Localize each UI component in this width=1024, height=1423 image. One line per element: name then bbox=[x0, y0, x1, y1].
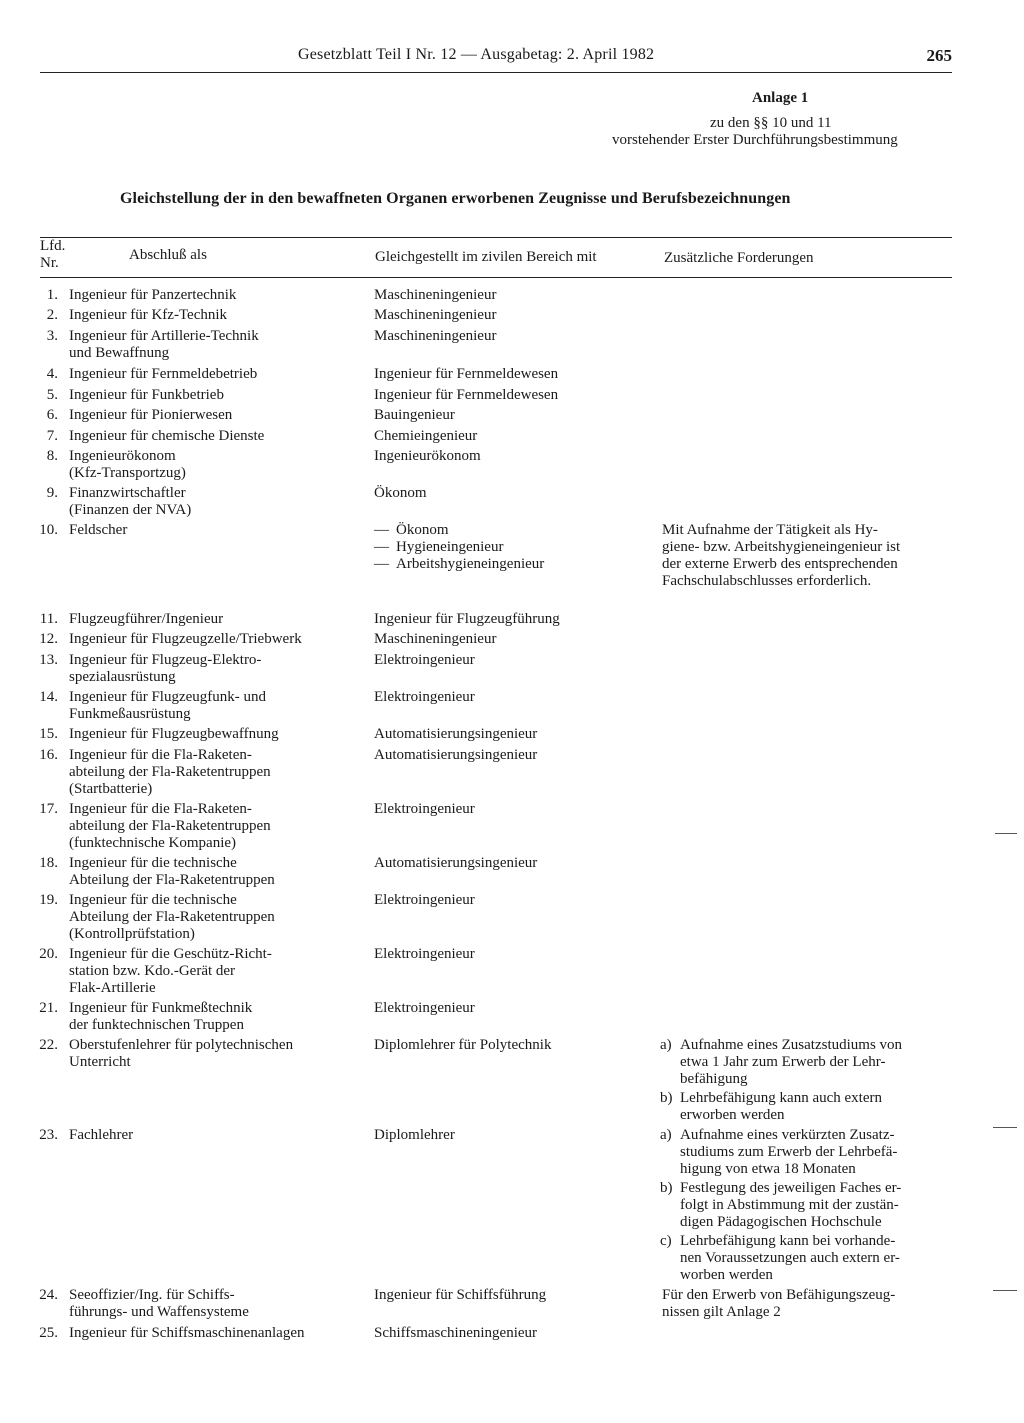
row-number: 3. bbox=[46, 328, 58, 344]
zusatz-item bbox=[660, 1233, 950, 1284]
zusatz-item-label: c) bbox=[660, 1233, 672, 1249]
zusatz-line: digen Pädagogischen Hochschule bbox=[680, 1214, 882, 1230]
page-header bbox=[40, 46, 952, 73]
abschluss-line: Ingenieur für die Fla-Raketen- bbox=[69, 747, 252, 763]
gleichgestellt-cell bbox=[374, 689, 644, 706]
gleichgestellt-cell bbox=[374, 1000, 644, 1017]
abschluss-line: Ingenieur für Pionierwesen bbox=[69, 407, 233, 423]
zusatz-line: der externe Erwerb des entsprechenden bbox=[662, 556, 898, 572]
gleichgestellt-line: Arbeitshygieneingenieur bbox=[396, 556, 545, 572]
gleichgestellt-cell bbox=[374, 726, 644, 743]
abschluss-line: spezialausrüstung bbox=[69, 669, 176, 685]
gleichgestellt-line: Ingenieur für Fernmeldewesen bbox=[374, 387, 559, 403]
abschluss-line: Flak-Artillerie bbox=[69, 980, 156, 996]
zusatz-cell bbox=[662, 1287, 952, 1321]
abschluss-cell bbox=[69, 448, 359, 482]
gleichgestellt-line: Ökonom bbox=[396, 522, 449, 538]
abschluss-cell bbox=[69, 855, 359, 889]
abschluss-cell bbox=[69, 522, 359, 539]
gleichgestellt-dash-item bbox=[374, 556, 644, 573]
abschluss-line: Ingenieur für Flugzeugzelle/Triebwerk bbox=[69, 631, 302, 647]
zusatz-line: Lehrbefähigung kann bei vorhande- bbox=[680, 1233, 896, 1249]
gleichgestellt-cell bbox=[374, 1127, 644, 1144]
gleichgestellt-line: Ökonom bbox=[374, 485, 427, 501]
anlage-reference: zu den §§ 10 und 11 bbox=[710, 115, 832, 131]
abschluss-cell bbox=[69, 407, 359, 424]
row-number: 16. bbox=[39, 747, 58, 763]
abschluss-line: Seeoffizier/Ing. für Schiffs- bbox=[69, 1287, 235, 1303]
gleichgestellt-dash-item bbox=[374, 522, 644, 539]
zusatz-line: higung von etwa 18 Monaten bbox=[680, 1161, 856, 1177]
gleichgestellt-line: Maschineningenieur bbox=[374, 631, 497, 647]
abschluss-line: Funkmeßausrüstung bbox=[69, 706, 191, 722]
abschluss-line: Feldscher bbox=[69, 522, 128, 538]
gleichgestellt-cell bbox=[374, 307, 644, 324]
abschluss-line: Oberstufenlehrer für polytechnischen bbox=[69, 1037, 294, 1053]
abschluss-cell bbox=[69, 726, 359, 743]
zusatz-item bbox=[660, 1037, 950, 1088]
dash-bullet: — bbox=[374, 539, 389, 555]
zusatz-item-label: a) bbox=[660, 1037, 672, 1053]
zusatz-item-label: a) bbox=[660, 1127, 672, 1143]
zusatz-line: worben werden bbox=[680, 1267, 773, 1283]
column-header-abschluss: Abschluß als bbox=[129, 247, 207, 263]
abschluss-line: station bzw. Kdo.-Gerät der bbox=[69, 963, 236, 979]
gleichgestellt-line: Ingenieur für Fernmeldewesen bbox=[374, 366, 559, 382]
abschluss-line: (Kfz-Transportzug) bbox=[69, 465, 186, 481]
abschluss-line: Ingenieur für Flugzeugbewaffnung bbox=[69, 726, 279, 742]
abschluss-line: Ingenieurökonom bbox=[69, 448, 176, 464]
abschluss-line: Ingenieur für Artillerie-Technik bbox=[69, 328, 259, 344]
abschluss-cell bbox=[69, 307, 359, 324]
abschluss-line: abteilung der Fla-Raketentruppen bbox=[69, 818, 271, 834]
abschluss-line: Ingenieur für die technische bbox=[69, 855, 237, 871]
abschluss-line: der funktechnischen Truppen bbox=[69, 1017, 244, 1033]
column-header-nr-line1: Lfd. bbox=[40, 238, 66, 254]
abschluss-line: Ingenieur für chemische Dienste bbox=[69, 428, 265, 444]
zusatz-cell bbox=[660, 1127, 950, 1286]
abschluss-cell bbox=[69, 1037, 359, 1071]
zusatz-line: Für den Erwerb von Befähigungszeug- bbox=[662, 1287, 896, 1303]
gleichgestellt-cell bbox=[374, 855, 644, 872]
gleichgestellt-line: Ingenieur für Schiffsführung bbox=[374, 1287, 547, 1303]
column-header-nr-line2: Nr. bbox=[40, 255, 59, 271]
gleichgestellt-dash-item bbox=[374, 539, 644, 556]
gleichgestellt-cell bbox=[374, 946, 644, 963]
margin-mark bbox=[993, 1290, 1017, 1291]
row-number: 18. bbox=[39, 855, 58, 871]
abschluss-cell bbox=[69, 892, 359, 943]
zusatz-line: Festlegung des jeweiligen Faches er- bbox=[680, 1180, 902, 1196]
abschluss-line: Ingenieur für Fernmeldebetrieb bbox=[69, 366, 258, 382]
gleichgestellt-cell bbox=[374, 428, 644, 445]
gleichgestellt-line: Hygieneingenieur bbox=[396, 539, 504, 555]
abschluss-line: Ingenieur für Panzertechnik bbox=[69, 287, 237, 303]
gleichgestellt-line: Diplomlehrer bbox=[374, 1127, 455, 1143]
zusatz-line: nen Voraussetzungen auch extern er- bbox=[680, 1250, 900, 1266]
row-number: 23. bbox=[39, 1127, 58, 1143]
zusatz-item bbox=[660, 1090, 950, 1124]
zusatz-item-text bbox=[680, 1037, 950, 1088]
abschluss-cell bbox=[69, 287, 359, 304]
row-number: 13. bbox=[39, 652, 58, 668]
gleichgestellt-cell bbox=[374, 522, 644, 573]
gleichgestellt-cell bbox=[374, 611, 644, 628]
row-number: 14. bbox=[39, 689, 58, 705]
gleichgestellt-line: Schiffsmaschineningenieur bbox=[374, 1325, 538, 1341]
margin-mark bbox=[993, 1127, 1017, 1128]
table-header-rule bbox=[40, 277, 952, 278]
row-number: 21. bbox=[39, 1000, 58, 1016]
zusatz-line: erworben werden bbox=[680, 1107, 785, 1123]
document-title: Gleichstellung der in den bewaffneten Organen erworbenen Zeugnisse und Berufsbezeichnungen bbox=[120, 190, 791, 207]
row-number: 15. bbox=[39, 726, 58, 742]
column-header-zusatz: Zusätzliche Forderungen bbox=[664, 250, 814, 266]
gleichgestellt-line: Elektroingenieur bbox=[374, 1000, 475, 1016]
zusatz-item-label: b) bbox=[660, 1090, 673, 1106]
row-number: 25. bbox=[39, 1325, 58, 1341]
gleichgestellt-cell bbox=[374, 485, 644, 502]
anlage-reference-2: vorstehender Erster Durchführungsbestimmung bbox=[612, 132, 898, 148]
abschluss-cell bbox=[69, 366, 359, 383]
abschluss-cell bbox=[69, 1127, 359, 1144]
abschluss-cell bbox=[69, 428, 359, 445]
row-number: 20. bbox=[39, 946, 58, 962]
abschluss-cell bbox=[69, 328, 359, 362]
gleichgestellt-line: Elektroingenieur bbox=[374, 801, 475, 817]
abschluss-line: Fachlehrer bbox=[69, 1127, 134, 1143]
gleichgestellt-cell bbox=[374, 1325, 644, 1342]
abschluss-cell bbox=[69, 631, 359, 648]
row-number: 17. bbox=[39, 801, 58, 817]
zusatz-line: nissen gilt Anlage 2 bbox=[662, 1304, 781, 1320]
abschluss-cell bbox=[69, 1325, 359, 1342]
zusatz-line: etwa 1 Jahr zum Erwerb der Lehr- bbox=[680, 1054, 886, 1070]
zusatz-line: Aufnahme eines Zusatzstudiums von bbox=[680, 1037, 903, 1053]
abschluss-line: Ingenieur für die Geschütz-Richt- bbox=[69, 946, 272, 962]
row-number: 2. bbox=[46, 307, 58, 323]
gleichgestellt-cell bbox=[374, 407, 644, 424]
zusatz-cell bbox=[660, 1037, 950, 1126]
gleichgestellt-cell bbox=[374, 652, 644, 669]
gleichgestellt-line: Bauingenieur bbox=[374, 407, 455, 423]
abschluss-cell bbox=[69, 801, 359, 852]
gleichgestellt-line: Chemieingenieur bbox=[374, 428, 478, 444]
gleichgestellt-cell bbox=[374, 448, 644, 465]
gleichgestellt-line: Maschineningenieur bbox=[374, 287, 497, 303]
abschluss-line: Ingenieur für Flugzeug-Elektro- bbox=[69, 652, 262, 668]
abschluss-cell bbox=[69, 485, 359, 519]
zusatz-item bbox=[660, 1127, 950, 1178]
abschluss-line: abteilung der Fla-Raketentruppen bbox=[69, 764, 271, 780]
zusatz-line: Aufnahme eines verkürzten Zusatz- bbox=[680, 1127, 895, 1143]
column-header-nr bbox=[40, 238, 65, 272]
row-number: 12. bbox=[39, 631, 58, 647]
dash-bullet: — bbox=[374, 556, 389, 572]
abschluss-cell bbox=[69, 1000, 359, 1034]
gleichgestellt-cell bbox=[374, 631, 644, 648]
abschluss-line: Ingenieur für Kfz-Technik bbox=[69, 307, 228, 323]
gleichgestellt-line: Ingenieurökonom bbox=[374, 448, 481, 464]
abschluss-line: Ingenieur für die technische bbox=[69, 892, 237, 908]
abschluss-line: (Finanzen der NVA) bbox=[69, 502, 192, 518]
gleichgestellt-line: Automatisierungsingenieur bbox=[374, 855, 538, 871]
abschluss-line: Ingenieur für Flugzeugfunk- und bbox=[69, 689, 267, 705]
column-header-gleichgestellt: Gleichgestellt im zivilen Bereich mit bbox=[375, 249, 597, 265]
gleichgestellt-line: Elektroingenieur bbox=[374, 652, 475, 668]
zusatz-item-text bbox=[680, 1127, 950, 1178]
abschluss-line: (Kontrollprüfstation) bbox=[69, 926, 195, 942]
abschluss-line: Ingenieur für die Fla-Raketen- bbox=[69, 801, 252, 817]
margin-mark bbox=[995, 833, 1017, 834]
abschluss-line: Ingenieur für Funkbetrieb bbox=[69, 387, 224, 403]
gleichgestellt-line: Automatisierungsingenieur bbox=[374, 747, 538, 763]
row-number: 7. bbox=[46, 428, 58, 444]
table-top-rule bbox=[40, 237, 952, 238]
abschluss-line: Unterricht bbox=[69, 1054, 131, 1070]
gleichgestellt-line: Ingenieur für Flugzeugführung bbox=[374, 611, 560, 627]
zusatz-line: Fachschulabschlusses erforderlich. bbox=[662, 573, 872, 589]
zusatz-line: Lehrbefähigung kann auch extern bbox=[680, 1090, 882, 1106]
dash-bullet: — bbox=[374, 522, 389, 538]
abschluss-line: Abteilung der Fla-Raketentruppen bbox=[69, 872, 275, 888]
gleichgestellt-cell bbox=[374, 747, 644, 764]
gleichgestellt-cell bbox=[374, 366, 644, 383]
abschluss-cell bbox=[69, 689, 359, 723]
gleichgestellt-line: Diplomlehrer für Polytechnik bbox=[374, 1037, 552, 1053]
zusatz-line: giene- bzw. Arbeitshygieneingenieur ist bbox=[662, 539, 901, 555]
zusatz-item-text bbox=[680, 1090, 950, 1124]
gleichgestellt-line: Maschineningenieur bbox=[374, 307, 497, 323]
abschluss-line: Ingenieur für Schiffsmaschinenanlagen bbox=[69, 1325, 305, 1341]
abschluss-line: (funktechnische Kompanie) bbox=[69, 835, 237, 851]
zusatz-item-text bbox=[680, 1180, 950, 1231]
gleichgestellt-cell bbox=[374, 1037, 644, 1054]
zusatz-item bbox=[660, 1180, 950, 1231]
abschluss-cell bbox=[69, 387, 359, 404]
gleichgestellt-cell bbox=[374, 1287, 644, 1304]
abschluss-cell bbox=[69, 611, 359, 628]
gleichgestellt-line: Elektroingenieur bbox=[374, 946, 475, 962]
page-number: 265 bbox=[926, 46, 952, 65]
zusatz-line: Mit Aufnahme der Tätigkeit als Hy- bbox=[662, 522, 878, 538]
abschluss-line: Flugzeugführer/Ingenieur bbox=[69, 611, 224, 627]
zusatz-line: folgt in Abstimmung mit der zustän- bbox=[680, 1197, 899, 1213]
abschluss-line: (Startbatterie) bbox=[69, 781, 153, 797]
row-number: 19. bbox=[39, 892, 58, 908]
gleichgestellt-line: Elektroingenieur bbox=[374, 892, 475, 908]
row-number: 24. bbox=[39, 1287, 58, 1303]
row-number: 5. bbox=[46, 387, 58, 403]
gleichgestellt-line: Automatisierungsingenieur bbox=[374, 726, 538, 742]
anlage-title: Anlage 1 bbox=[752, 90, 809, 106]
row-number: 10. bbox=[39, 522, 58, 538]
gleichgestellt-cell bbox=[374, 892, 644, 909]
row-number: 4. bbox=[46, 366, 58, 382]
gleichgestellt-cell bbox=[374, 328, 644, 345]
abschluss-cell bbox=[69, 946, 359, 997]
gleichgestellt-line: Elektroingenieur bbox=[374, 689, 475, 705]
abschluss-cell bbox=[69, 1287, 359, 1321]
gleichgestellt-cell bbox=[374, 287, 644, 304]
zusatz-item-label: b) bbox=[660, 1180, 673, 1196]
gleichgestellt-cell bbox=[374, 387, 644, 404]
gleichgestellt-cell bbox=[374, 801, 644, 818]
row-number: 11. bbox=[39, 611, 58, 627]
zusatz-cell bbox=[662, 522, 952, 590]
row-number: 9. bbox=[46, 485, 58, 501]
abschluss-line: und Bewaffnung bbox=[69, 345, 170, 361]
row-number: 22. bbox=[39, 1037, 58, 1053]
row-number: 1. bbox=[46, 287, 58, 303]
abschluss-line: führungs- und Waffensysteme bbox=[69, 1304, 249, 1320]
gleichgestellt-line: Maschineningenieur bbox=[374, 328, 497, 344]
abschluss-cell bbox=[69, 652, 359, 686]
abschluss-cell bbox=[69, 747, 359, 798]
zusatz-line: studiums zum Erwerb der Lehrbefä- bbox=[680, 1144, 898, 1160]
zusatz-line: befähigung bbox=[680, 1071, 748, 1087]
abschluss-line: Abteilung der Fla-Raketentruppen bbox=[69, 909, 275, 925]
zusatz-item-text bbox=[680, 1233, 950, 1284]
row-number: 6. bbox=[46, 407, 58, 423]
abschluss-line: Finanzwirtschaftler bbox=[69, 485, 186, 501]
gazette-title: Gesetzblatt Teil I Nr. 12 — Ausgabetag: 2. April 1982 bbox=[298, 46, 655, 63]
row-number: 8. bbox=[46, 448, 58, 464]
abschluss-line: Ingenieur für Funkmeßtechnik bbox=[69, 1000, 253, 1016]
